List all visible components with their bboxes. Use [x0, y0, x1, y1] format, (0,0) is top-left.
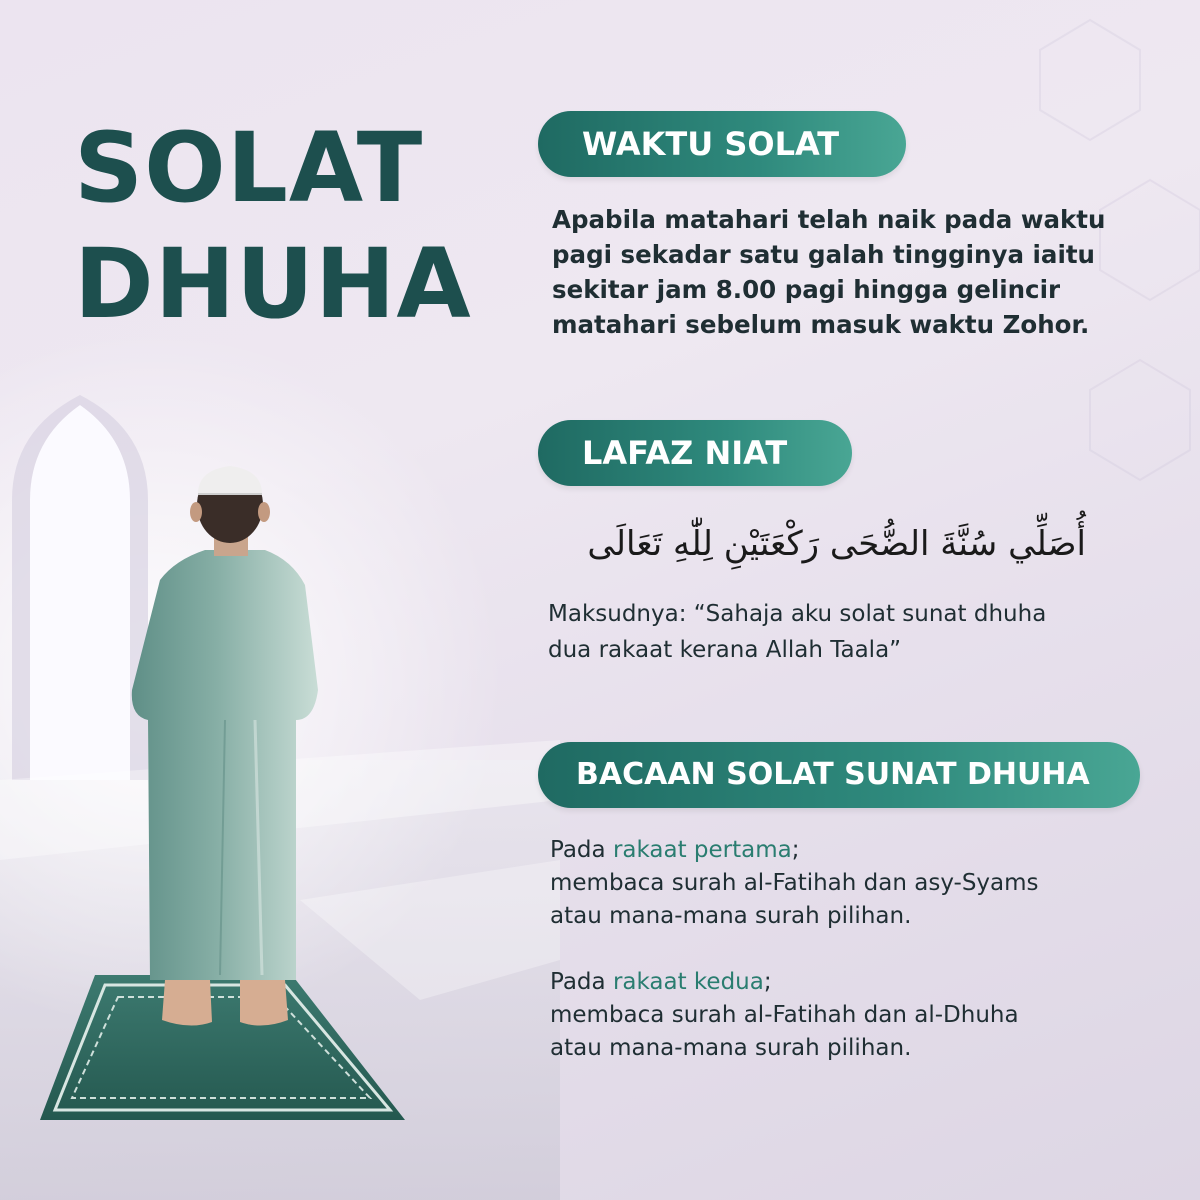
- waktu-solat-heading: WAKTU SOLAT: [538, 111, 906, 177]
- rakaat-pertama-line2: membaca surah al-Fatihah dan asy-Syams: [550, 870, 1039, 896]
- title-line-2: DHUHA: [74, 228, 472, 340]
- niat-arabic-text: أُصَلِّي سُنَّةَ الضُّحَى رَكْعَتَيْنِ لِلّٰهِ تَعَالَى: [587, 524, 1086, 564]
- title-line-1: SOLAT: [74, 112, 424, 224]
- rakaat-kedua-highlight: rakaat kedua: [612, 969, 764, 995]
- page-title: [74, 110, 472, 342]
- rakaat-pertama-intro: [550, 834, 1170, 867]
- rakaat-kedua-line2: membaca surah al-Fatihah dan al-Dhuha: [550, 1002, 1019, 1028]
- bacaan-heading: BACAAN SOLAT SUNAT DHUHA: [538, 742, 1140, 808]
- waktu-line: matahari sebelum masuk waktu Zohor.: [552, 310, 1090, 339]
- rakaat-pertama-highlight: rakaat pertama: [612, 837, 792, 863]
- rakaat-suffix: ;: [791, 837, 800, 863]
- meaning-line: Maksudnya: “Sahaja aku solat sunat dhuha: [548, 601, 1047, 627]
- waktu-line: sekitar jam 8.00 pagi hingga gelincir: [552, 275, 1061, 304]
- rakaat-kedua-intro: [550, 966, 1170, 999]
- rakaat-kedua-block: [550, 966, 1170, 1065]
- rakaat-pertama-line3: atau mana-mana surah pilihan.: [550, 903, 912, 929]
- rakaat-kedua-line3: atau mana-mana surah pilihan.: [550, 1035, 912, 1061]
- rakaat-suffix: ;: [763, 969, 772, 995]
- waktu-solat-description: [552, 202, 1152, 342]
- lafaz-niat-heading: LAFAZ NIAT: [538, 420, 852, 486]
- waktu-line: Apabila matahari telah naik pada waktu: [552, 205, 1106, 234]
- rakaat-pertama-block: [550, 834, 1170, 933]
- arched-window: [30, 405, 130, 780]
- rakaat-prefix: Pada: [550, 969, 613, 995]
- waktu-line: pagi sekadar satu galah tingginya iaitu: [552, 240, 1095, 269]
- rakaat-prefix: Pada: [550, 837, 613, 863]
- meaning-line: dua rakaat kerana Allah Taala”: [548, 637, 902, 663]
- niat-meaning: [548, 596, 1168, 668]
